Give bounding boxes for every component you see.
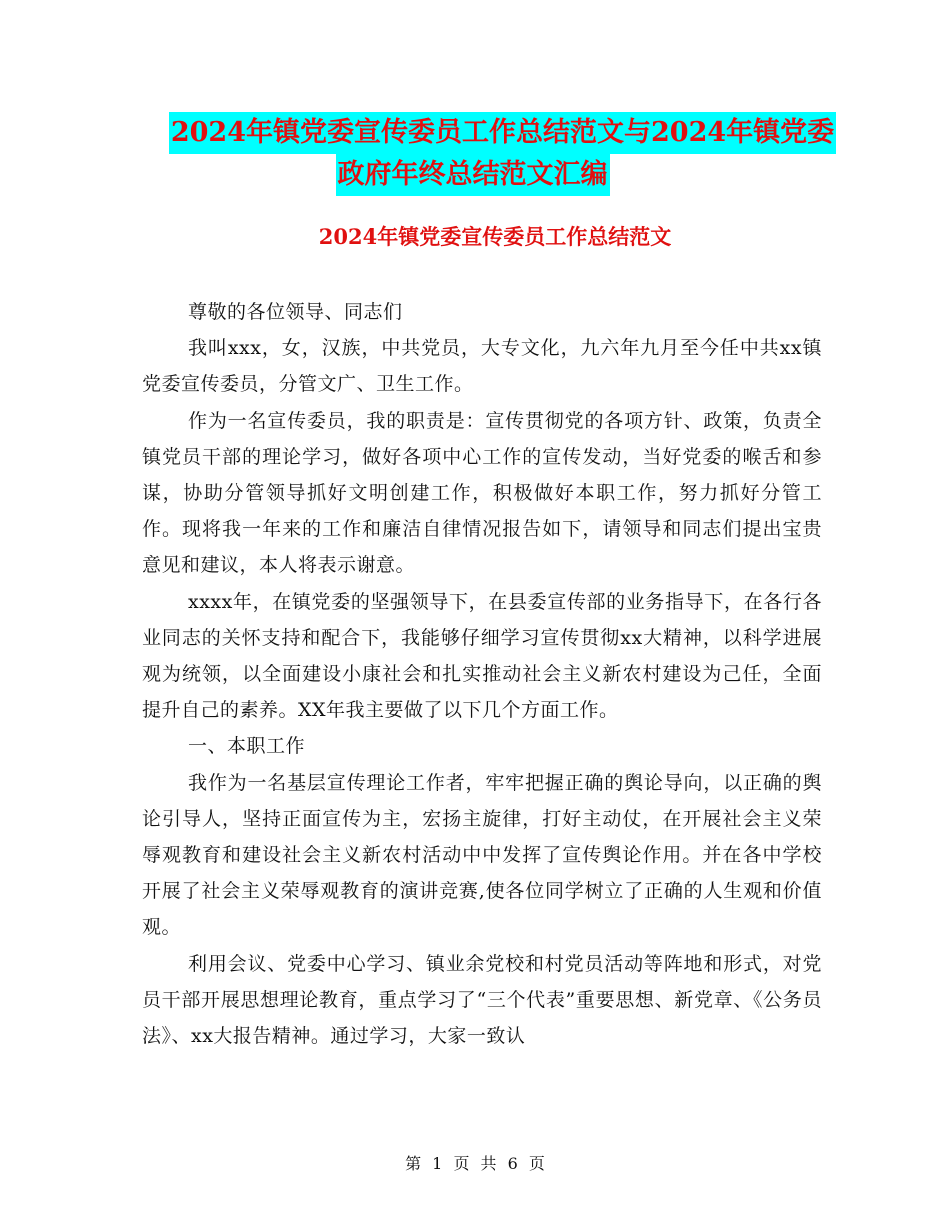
title-line-1: 2024年镇党委宣传委员工作总结范文与2024年镇党委 (169, 112, 836, 154)
paragraph-salutation: 尊敬的各位领导、同志们 (188, 301, 403, 323)
title-line-2: 政府年终总结范文汇编 (336, 154, 610, 196)
document-body (142, 294, 822, 1054)
page-footer: 第 1 页 共 6 页 (405, 1154, 545, 1173)
paragraph: 我作为一名基层宣传理论工作者，牢牢把握正确的舆论导向，以正确的舆论引导人，坚持正面宣传为主，宏扬主旋律，打好主动仗，在开展社会主义荣辱观教育和建设社会主义新农村活动中中发挥了宣传舆论作用。并在各中学校开展了社会主义荣辱观教育的演讲竞赛,使各位同学树立了正确的人生观和价值观。 (142, 771, 822, 939)
section-heading: 一、本职工作 (188, 735, 306, 758)
paragraph: xxxx年，在镇党委的坚强领导下，在县委宣传部的业务指导下，在各行各业同志的关怀支持和配合下，我能够仔细学习宣传贯彻xx大精神，以科学进展观为统领，以全面建设小康社会和扎实推动社会主义新农村建设为己任，全面提升自己的素养。XX年我主要做了以下几个方面工作。 (142, 590, 822, 722)
paragraph: 利用会议、党委中心学习、镇业余党校和村党员活动等阵地和形式，对党员干部开展思想理论教育，重点学习了“三个代表”重要思想、新党章、《公务员法》、xx大报告精神。通过学习，大家一致认 (142, 952, 822, 1048)
section-subtitle: 2024年镇党委宣传委员工作总结范文 (318, 224, 672, 249)
paragraph: 作为一名宣传委员，我的职责是：宣传贯彻党的各项方针、政策，负责全镇党员干部的理论学习，做好各项中心工作的宣传发动，当好党委的喉舌和参谋，协助分管领导抓好文明创建工作，积极做好本职工作，努力抓好分管工作。现将我一年来的工作和廉洁自律情况报告如下，请领导和同志们提出宝贵意见和建议，本人将表示谢意。 (142, 409, 822, 577)
paragraph: 我叫xxx，女，汉族，中共党员，大专文化，九六年九月至今任中共xx镇党委宣传委员，分管文广、卫生工作。 (142, 337, 822, 396)
document-title (0, 112, 950, 196)
